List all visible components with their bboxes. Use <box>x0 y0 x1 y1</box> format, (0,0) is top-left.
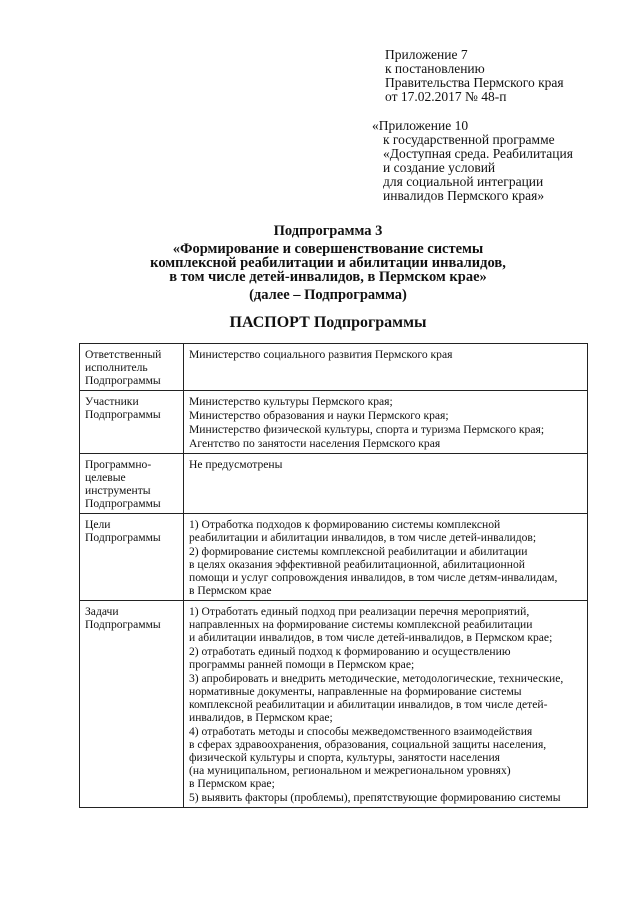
passport-value-line: Министерство образования и науки Пермского края; <box>189 409 449 422</box>
passport-value-line: помощи и услуг сопровождения инвалидов, в том числе детям-инвалидам, <box>189 571 558 584</box>
passport-row <box>80 601 588 808</box>
passport-paragraph <box>189 395 583 408</box>
passport-row-value <box>184 514 588 601</box>
appendix-10-line: «Доступная среда. Реабилитация <box>383 146 573 161</box>
passport-table <box>79 343 588 808</box>
passport-label-line: Подпрограммы <box>85 531 161 544</box>
subprogram-title <box>60 224 596 302</box>
subprogram-name-line: комплексной реабилитации и абилитации инвалидов, <box>150 255 506 271</box>
passport-row <box>80 454 588 514</box>
passport-row-label <box>80 601 184 808</box>
passport-value-line: Министерство физической культуры, спорта и туризма Пермского края; <box>189 423 545 436</box>
passport-value-line: реабилитации и абилитации инвалидов, в том числе детей-инвалидов; <box>189 531 537 544</box>
subprogram-name-line: в том числе детей-инвалидов, в Пермском крае» <box>169 269 487 285</box>
passport-paragraph <box>189 518 583 544</box>
passport-value-line: в Пермском крае <box>189 584 272 597</box>
appendix-7-line: от 17.02.2017 № 48-п <box>385 89 507 104</box>
appendix-10-line: для социальной интеграции <box>383 174 544 189</box>
passport-label-line: инструменты <box>85 484 151 497</box>
passport-value-line: Не предусмотрены <box>189 458 283 471</box>
passport-label-line: Участники <box>85 395 139 408</box>
passport-value-line: в целях оказания эффективной реабилитационной, абилитационной <box>189 558 525 571</box>
passport-value-line: инвалидов, в Пермском крае; <box>189 711 333 724</box>
passport-value-line: в сферах здравоохранения, образования, социальной защиты населения, <box>189 738 547 751</box>
passport-value-line: 2) отработать единый подход к формированию и осуществлению <box>189 645 511 658</box>
passport-title: ПАСПОРТ Подпрограммы <box>229 314 427 331</box>
passport-label-line: Подпрограммы <box>85 408 161 421</box>
passport-value-line: 2) формирование системы комплексной реабилитации и абилитации <box>189 545 528 558</box>
passport-label-line: целевые <box>85 471 126 484</box>
passport-paragraph <box>189 725 583 790</box>
passport-label-line: Подпрограммы <box>85 618 161 631</box>
appendix-7-line: к постановлению <box>385 61 485 76</box>
passport-value-line: Министерство культуры Пермского края; <box>189 395 393 408</box>
passport-value-line: Министерство социального развития Пермского края <box>189 348 453 361</box>
passport-row <box>80 391 588 454</box>
passport-paragraph <box>189 545 583 597</box>
passport-label-line: Программно- <box>85 458 152 471</box>
subprogram-name-line: «Формирование и совершенствование системы <box>172 241 484 257</box>
passport-paragraph <box>189 672 583 724</box>
passport-row <box>80 344 588 391</box>
passport-table-body <box>80 344 588 808</box>
passport-label-line: Задачи <box>85 605 119 618</box>
passport-paragraph <box>189 348 583 361</box>
passport-row-value <box>184 454 588 514</box>
passport-paragraph <box>189 409 583 422</box>
appendix-7-header <box>385 48 564 104</box>
passport-value-line: нормативные документы, направленные на формирование системы <box>189 685 522 698</box>
passport-row-label <box>80 344 184 391</box>
passport-paragraph <box>189 437 583 450</box>
appendix-10-line: к государственной программе <box>383 132 555 147</box>
passport-paragraph <box>189 791 583 804</box>
passport-row-label <box>80 514 184 601</box>
passport-label-line: Цели <box>85 518 111 531</box>
subprogram-short-name: (далее – Подпрограмма) <box>249 287 407 303</box>
passport-value-line: направленных на формирование системы комплексной реабилитации <box>189 618 533 631</box>
passport-value-line: и абилитации инвалидов, в том числе детей-инвалидов, в Пермском крае; <box>189 631 553 644</box>
passport-paragraph <box>189 458 583 471</box>
passport-label-line: Ответственный <box>85 348 162 361</box>
passport-row <box>80 514 588 601</box>
appendix-7-line: Приложение 7 <box>385 47 468 62</box>
passport-row-label <box>80 454 184 514</box>
passport-paragraph <box>189 645 583 671</box>
subprogram-number: Подпрограмма 3 <box>273 223 383 239</box>
passport-value-line: (на муниципальном, региональном и межрегиональном уровнях) <box>189 764 511 777</box>
passport-row-value <box>184 601 588 808</box>
appendix-10-line: инвалидов Пермского края» <box>383 188 545 203</box>
passport-value-line: физической культуры и спорта, культуры, занятости населения <box>189 751 500 764</box>
passport-row-value <box>184 344 588 391</box>
passport-label-line: Подпрограммы <box>85 374 161 387</box>
passport-value-line: 3) апробировать и внедрить методические, методологические, технические, <box>189 672 564 685</box>
appendix-7-line: Правительства Пермского края <box>385 75 564 90</box>
passport-value-line: 5) выявить факторы (проблемы), препятствующие формированию системы <box>189 791 561 804</box>
passport-row-value <box>184 391 588 454</box>
passport-label-line: исполнитель <box>85 361 148 374</box>
passport-row-label <box>80 391 184 454</box>
appendix-10-line: «Приложение 10 <box>372 118 469 133</box>
passport-value-line: 1) Отработать единый подход при реализации перечня мероприятий, <box>189 605 530 618</box>
passport-value-line: Агентство по занятости населения Пермского края <box>189 437 441 450</box>
passport-paragraph <box>189 605 583 644</box>
passport-label-line: Подпрограммы <box>85 497 161 510</box>
passport-value-line: 1) Отработка подходов к формированию системы комплексной <box>189 518 501 531</box>
passport-value-line: в Пермском крае; <box>189 777 275 790</box>
appendix-10-header <box>372 119 573 203</box>
passport-value-line: программы ранней помощи в Пермском крае; <box>189 658 415 671</box>
passport-value-line: комплексной реабилитации и абилитации инвалидов, в том числе детей- <box>189 698 548 711</box>
passport-value-line: 4) отработать методы и способы межведомственного взаимодействия <box>189 725 533 738</box>
passport-paragraph <box>189 423 583 436</box>
appendix-10-line: и создание условий <box>383 160 496 175</box>
